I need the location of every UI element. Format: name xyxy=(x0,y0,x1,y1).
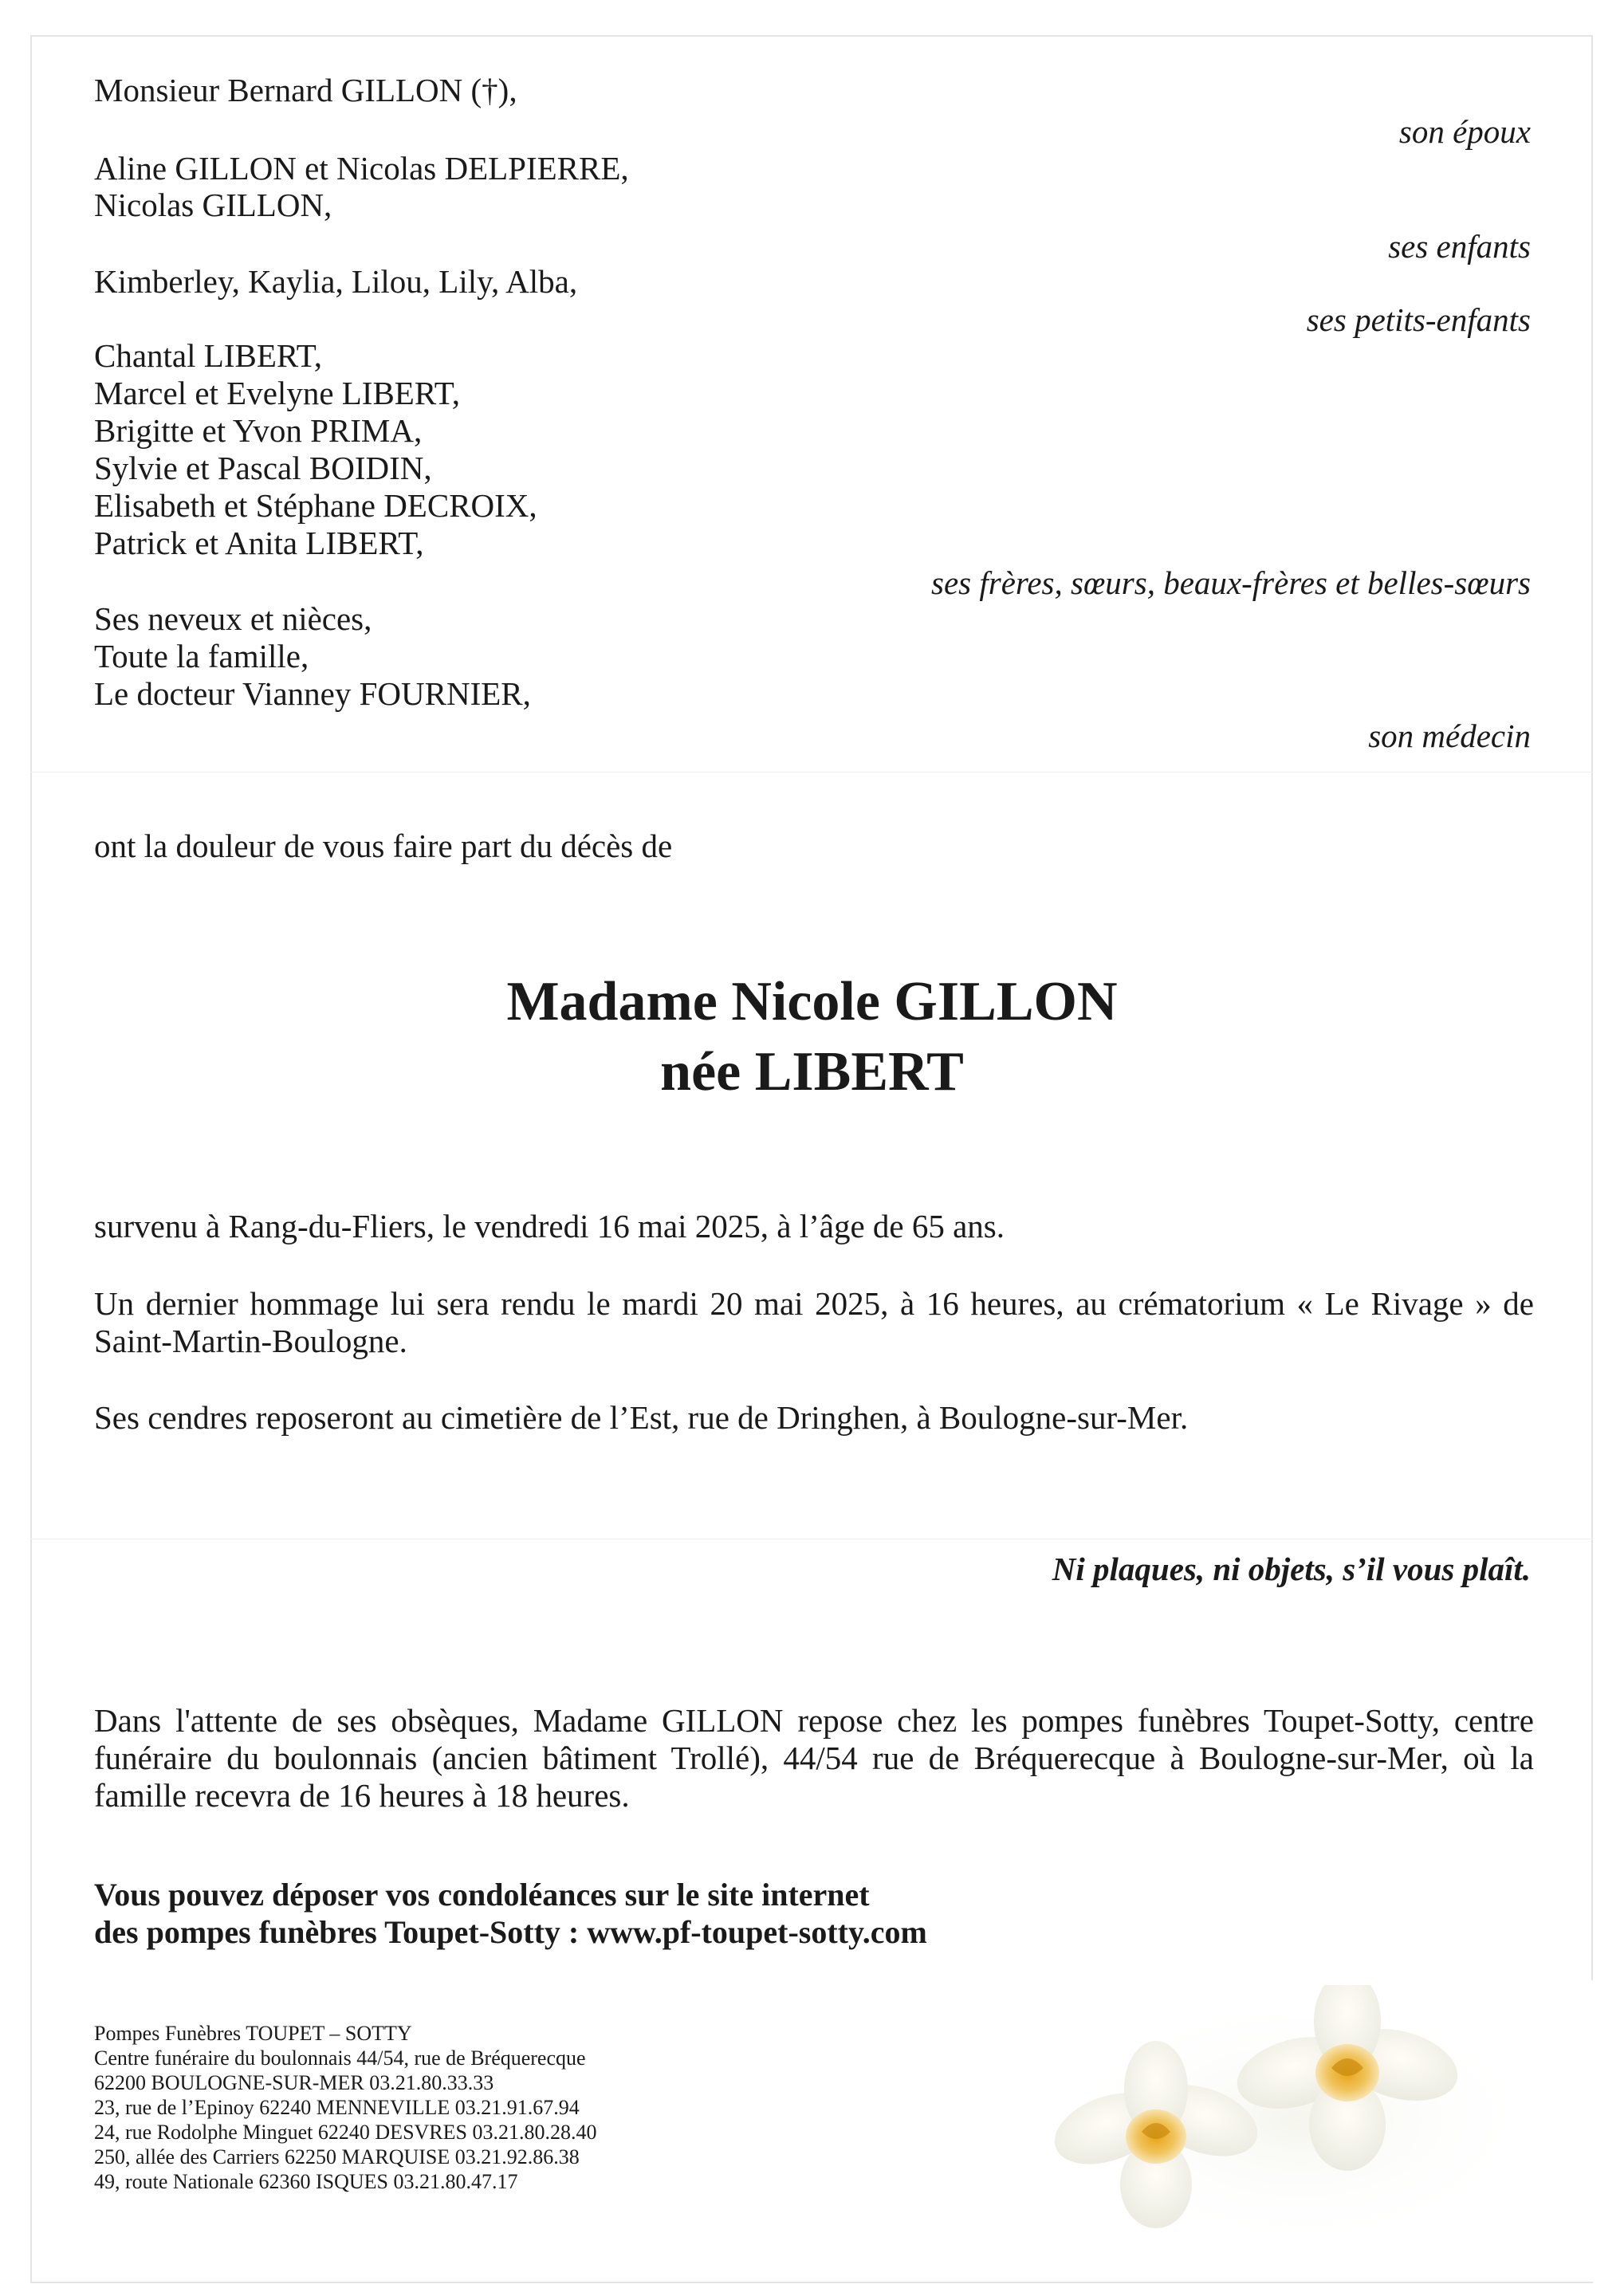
footer-line: 62200 BOULOGNE-SUR-MER 03.21.80.33.33 xyxy=(94,2071,494,2094)
death-details: survenu à Rang-du-Fliers, le vendredi 16 mai 2025, à l’âge de 65 ans. xyxy=(94,1208,1005,1244)
ashes-details: Ses cendres reposeront au cimetière de l’Est, rue de Dringhen, à Boulogne-sur-Mer. xyxy=(94,1399,1189,1436)
frame-top xyxy=(30,35,1593,37)
relation-husband: son époux xyxy=(1398,113,1531,150)
footer-line: 49, route Nationale 62360 ISQUES 03.21.80.47.17 xyxy=(94,2170,518,2193)
footer-line: 250, allée des Carriers 62250 MARQUISE 03.21.92.86.38 xyxy=(94,2145,580,2168)
sibling-3: Brigitte et Yvon PRIMA, xyxy=(94,412,423,449)
sibling-4: Sylvie et Pascal BOIDIN, xyxy=(94,450,432,486)
rest-line-3: famille recevra de 16 heures à 18 heures. xyxy=(94,1777,630,1814)
announcement-intro: ont la douleur de vous faire part du décès de xyxy=(94,828,673,864)
relation-children: ses enfants xyxy=(1388,228,1531,265)
rest-details xyxy=(94,1702,1534,1814)
nephews-nieces: Ses neveux et nièces, xyxy=(94,600,372,637)
fold-line-1 xyxy=(30,772,1593,773)
footer-line: 23, rue de l’Epinoy 62240 MENNEVILLE 03.21.91.67.94 xyxy=(94,2096,580,2119)
ceremony-line-2: Saint-Martin-Boulogne. xyxy=(94,1323,407,1359)
deceased-name: Madame Nicole GILLON xyxy=(506,971,1118,1032)
footer-line: Centre funéraire du boulonnais 44/54, rue de Bréquerecque xyxy=(94,2046,586,2070)
frame-left xyxy=(30,35,32,2283)
ceremony-line-1: Un dernier hommage lui sera rendu le mardi 20 mai 2025, à 16 heures, au crématorium « Le Rivage » de xyxy=(94,1285,1534,1322)
footer-line: 24, rue Rodolphe Minguet 62240 DESVRES 03.21.80.28.40 xyxy=(94,2121,597,2144)
sibling-6: Patrick et Anita LIBERT, xyxy=(94,525,424,561)
husband-name: Monsieur Bernard GILLON (†), xyxy=(94,72,517,108)
rest-line-1: Dans l'attente de ses obsèques, Madame GILLON repose chez les pompes funèbres Toupet-Sotty, centre xyxy=(94,1702,1534,1739)
no-flowers-request: Ni plaques, ni objets, s’il vous plaît. xyxy=(1052,1551,1531,1587)
whole-family: Toute la famille, xyxy=(94,638,309,674)
condolences-line-2: des pompes funèbres Toupet-Sotty : www.pf-toupet-sotty.com xyxy=(94,1914,927,1950)
sibling-5: Elisabeth et Stéphane DECROIX, xyxy=(94,487,537,524)
frame-bottom xyxy=(30,2282,1593,2283)
child-2: Nicolas GILLON, xyxy=(94,187,332,223)
relation-grandchildren: ses petits-enfants xyxy=(1306,301,1531,338)
relation-doctor: son médecin xyxy=(1368,718,1531,754)
relation-siblings: ses frères, sœurs, beaux-frères et belles-sœurs xyxy=(931,564,1531,601)
sibling-2: Marcel et Evelyne LIBERT, xyxy=(94,375,460,411)
child-1: Aline GILLON et Nicolas DELPIERRE, xyxy=(94,150,629,187)
funeral-home-info xyxy=(94,2021,597,2194)
deceased-maiden-name: née LIBERT xyxy=(660,1041,964,1103)
sibling-1: Chantal LIBERT, xyxy=(94,337,322,374)
footer-line: Pompes Funèbres TOUPET – SOTTY xyxy=(94,2022,412,2045)
doctor: Le docteur Vianney FOURNIER, xyxy=(94,675,531,712)
rest-line-2: funéraire du boulonnais (ancien bâtiment Trollé), 44/54 rue de Bréquerecque à Boulogne-sur-Mer, où la xyxy=(94,1740,1534,1776)
grandchildren: Kimberley, Kaylia, Lilou, Lily, Alba, xyxy=(94,263,578,300)
orchid-flowers-icon xyxy=(1036,1985,1531,2248)
ceremony-details xyxy=(94,1285,1534,1360)
condolences-line-1: Vous pouvez déposer vos condoléances sur le site internet xyxy=(94,1877,870,1913)
